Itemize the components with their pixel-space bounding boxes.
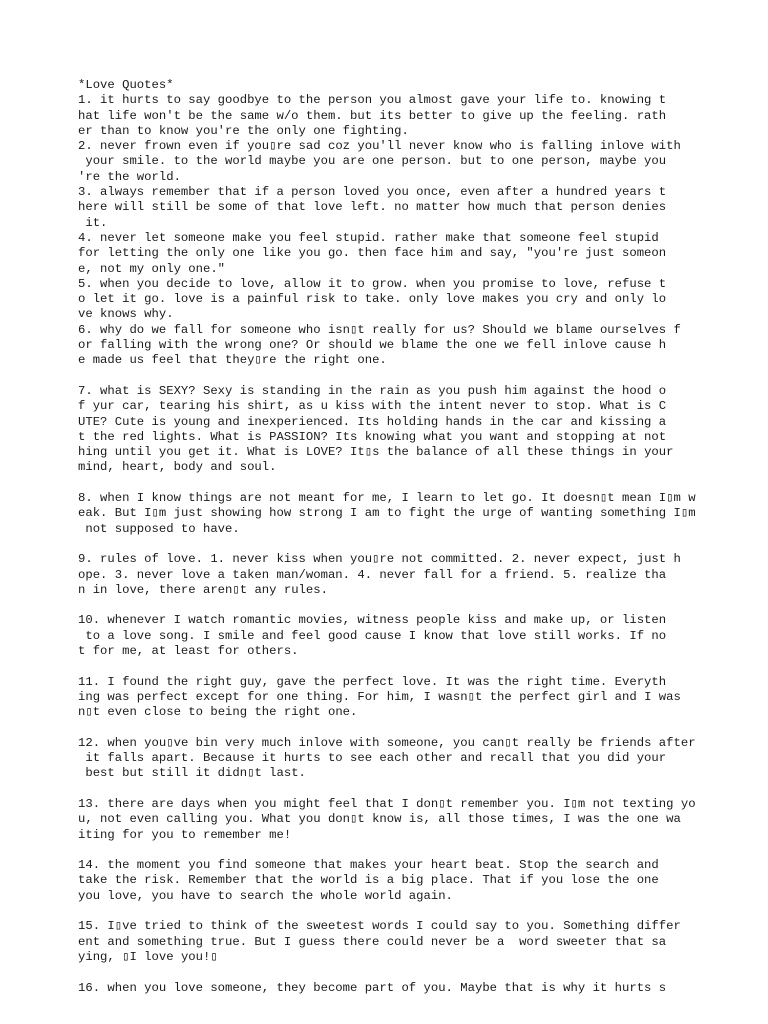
text-line: 3. always remember that if a person loved you once, even after a hundred years t (78, 185, 667, 200)
text-line: 7. what is SEXY? Sexy is standing in the rain as you push him against the hood o (78, 383, 667, 398)
text-line: u, not even calling you. What you don▯t know is, all those times, I was the one wa (78, 812, 681, 827)
paragraph-gap (78, 369, 728, 384)
text-line: mind, heart, body and soul. (78, 460, 277, 475)
text-line: ve knows why. (78, 307, 174, 322)
text-line: n in love, there aren▯t any rules. (78, 582, 328, 597)
text-line: e made us feel that they▯re the right one. (78, 353, 387, 368)
text-line: best but still it didn▯t last. (78, 766, 306, 781)
text-line: it. (78, 215, 108, 230)
text-line: ing was perfect except for one thing. For him, I wasn▯t the perfect girl and I was (78, 689, 681, 704)
paragraph-gap (78, 598, 728, 613)
text-line: 14. the moment you find someone that makes your heart beat. Stop the search and (78, 858, 659, 873)
text-line: your smile. to the world maybe you are one person. but to one person, maybe you (78, 154, 667, 169)
text-line: iting for you to remember me! (78, 827, 292, 842)
text-line: 13. there are days when you might feel that I don▯t remember you. I▯m not texting yo (78, 796, 696, 811)
text-line: 11. I found the right guy, gave the perfect love. It was the right time. Everyth (78, 674, 667, 689)
text-line: here will still be some of that love left. no matter how much that person denies (78, 200, 667, 215)
text-line: t for me, at least for others. (78, 643, 299, 658)
paragraph-gap (78, 782, 728, 797)
text-line: take the risk. Remember that the world is a big place. That if you lose the one (78, 873, 659, 888)
text-line: or falling with the wrong one? Or should we blame the one we fell inlove cause h (78, 338, 667, 353)
text-line: it falls apart. Because it hurts to see each other and recall that you did your (78, 751, 667, 766)
text-line: UTE? Cute is young and inexperienced. Its holding hands in the car and kissing a (78, 414, 667, 429)
text-line: er than to know you're the only one fighting. (78, 123, 409, 138)
paragraph-gap (78, 965, 728, 980)
text-line: 8. when I know things are not meant for me, I learn to let go. It doesn▯t mean I▯m w (78, 491, 696, 506)
text-line: e, not my only one." (78, 261, 226, 276)
paragraph-gap (78, 659, 728, 674)
text-line: 6. why do we fall for someone who isn▯t really for us? Should we blame ourselves f (78, 322, 681, 337)
text-line: f yur car, tearing his shirt, as u kiss with the intent never to stop. What is C (78, 399, 667, 414)
document-text (78, 78, 728, 996)
text-line: eak. But I▯m just showing how strong I am to fight the urge of wanting something I▯m (78, 506, 696, 521)
paragraph-gap (78, 537, 728, 552)
text-line: 9. rules of love. 1. never kiss when you▯re not committed. 2. never expect, just h (78, 552, 681, 567)
text-line: ope. 3. never love a taken man/woman. 4. never fall for a friend. 5. realize tha (78, 567, 667, 582)
text-line: hat life won't be the same w/o them. but its better to give up the feeling. rath (78, 108, 667, 123)
text-line: for letting the only one like you go. then face him and say, "you're just someon (78, 246, 667, 261)
text-line: 2. never frown even if you▯re sad coz you'll never know who is falling inlove with (78, 139, 681, 154)
text-line: to a love song. I smile and feel good cause I know that love still works. If no (78, 628, 667, 643)
text-line: ying, ▯I love you!▯ (78, 949, 218, 964)
text-line: 're the world. (78, 169, 181, 184)
text-line: 16. when you love someone, they become part of you. Maybe that is why it hurts s (78, 980, 667, 995)
text-line: 4. never let someone make you feel stupid. rather make that someone feel stupid (78, 230, 659, 245)
text-line: ent and something true. But I guess there could never be a word sweeter that sa (78, 934, 667, 949)
text-line: 10. whenever I watch romantic movies, witness people kiss and make up, or listen (78, 613, 667, 628)
text-line: *Love Quotes* (78, 78, 174, 92)
text-line: o let it go. love is a painful risk to take. only love makes you cry and only lo (78, 292, 667, 307)
text-line: not supposed to have. (78, 521, 240, 536)
text-line: t the red lights. What is PASSION? Its knowing what you want and stopping at not (78, 429, 667, 444)
text-line: you love, you have to search the whole world again. (78, 888, 453, 903)
text-line: 15. I▯ve tried to think of the sweetest words I could say to you. Something differ (78, 919, 681, 934)
paragraph-gap (78, 904, 728, 919)
text-line: hing until you get it. What is LOVE? It▯s the balance of all these things in your (78, 445, 674, 460)
paragraph-gap (78, 720, 728, 735)
text-line: n▯t even close to being the right one. (78, 705, 358, 720)
text-line: 12. when you▯ve bin very much inlove with someone, you can▯t really be friends after (78, 735, 696, 750)
paragraph-gap (78, 843, 728, 858)
paragraph-gap (78, 476, 728, 491)
text-line: 5. when you decide to love, allow it to grow. when you promise to love, refuse t (78, 276, 667, 291)
text-line: 1. it hurts to say goodbye to the person you almost gave your life to. knowing t (78, 93, 667, 108)
